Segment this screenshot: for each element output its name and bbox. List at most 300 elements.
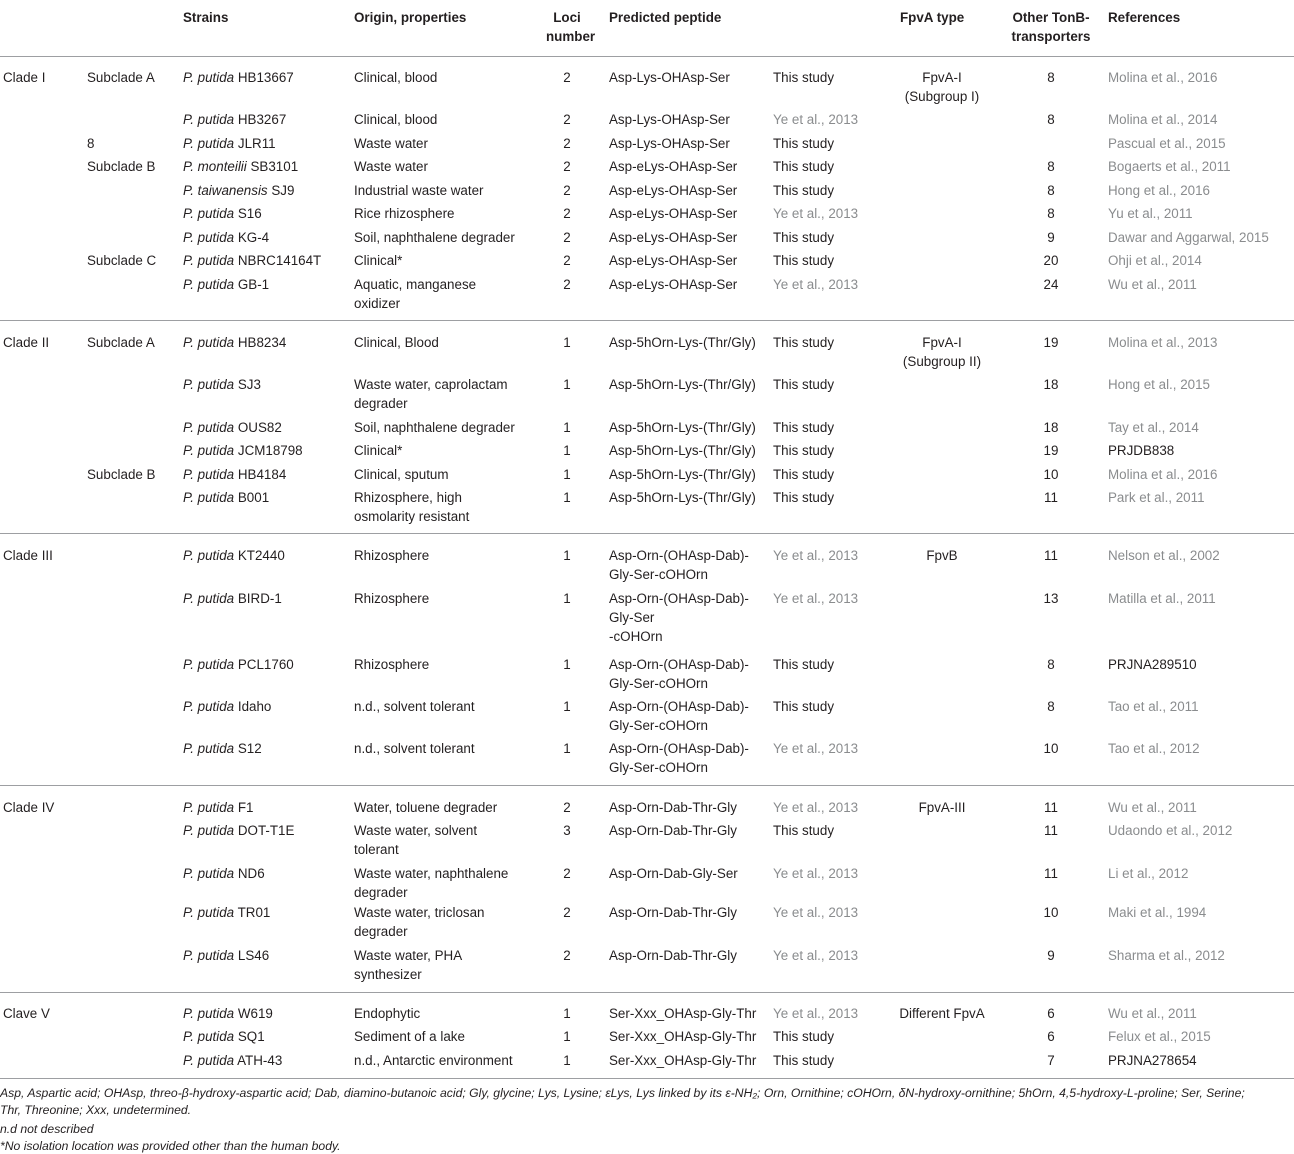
peptide-line: Asp-eLys-OHAsp-Ser [609,253,738,268]
strain-name [183,418,282,437]
peptide-source: This study [773,335,835,350]
fpva-line: (Subgroup II) [902,354,982,369]
strain-genus: P. putida [183,377,235,392]
header-peptide: Predicted peptide [609,10,722,25]
origin-properties [354,488,469,526]
origin-line: Rhizosphere [354,548,430,563]
origin-line: tolerant [354,842,399,857]
fpva-type [890,1004,994,1023]
strain-name [183,1027,265,1046]
peptide-line: Asp-Orn-(OHAsp-Dab)- [609,699,749,714]
fpva-type [890,68,994,106]
reference: Li et al., 2012 [1108,866,1189,881]
predicted-peptide [609,275,737,294]
reference: Park et al., 2011 [1108,490,1205,505]
strain-genus: P. putida [183,490,235,505]
header-tonb-line1: Other TonB- [1012,10,1090,25]
strain-id: HB4184 [237,467,287,482]
strain-genus: P. putida [183,1053,235,1068]
peptide-source: Ye et al., 2013 [773,277,859,292]
loci-number: 1 [563,443,571,458]
strain-id: PCL1760 [237,657,294,672]
loci-number: 1 [563,467,571,482]
origin-line: Clinical* [354,443,403,458]
tonb-count: 6 [1047,1029,1055,1044]
tonb-count: 6 [1047,1006,1055,1021]
loci-number: 2 [563,866,571,881]
strain-genus: P. putida [183,800,235,815]
strain-genus: P. putida [183,866,235,881]
origin-properties [354,134,428,153]
tonb-count: 11 [1044,800,1058,815]
reference: Yu et al., 2011 [1108,206,1193,221]
tonb-count: 18 [1043,377,1059,392]
clade-label: Clave V [3,1006,50,1021]
strain-name [183,181,294,200]
reference: Sharma et al., 2012 [1108,948,1225,963]
tonb-count: 10 [1043,905,1059,920]
peptide-source: This study [773,657,835,672]
strain-genus: P. putida [183,420,235,435]
strain-name [183,228,269,247]
reference: PRJDB838 [1108,443,1175,458]
peptide-source: This study [773,377,835,392]
peptide-source: Ye et al., 2013 [773,741,859,756]
subclade-label: 8 [87,136,95,151]
tonb-count: 10 [1043,467,1059,482]
peptide-line: Asp-eLys-OHAsp-Ser [609,159,738,174]
origin-line: Aquatic, manganese [354,277,477,292]
peptide-line: Asp-eLys-OHAsp-Ser [609,206,738,221]
origin-properties [354,1004,420,1023]
predicted-peptide [609,1027,756,1046]
peptide-source: This study [773,1029,835,1044]
predicted-peptide [609,375,756,394]
peptide-line: Asp-Orn-Dab-Thr-Gly [609,948,737,963]
tonb-count: 8 [1047,183,1055,198]
strain-id: LS46 [237,948,270,963]
strain-id: W619 [237,1006,273,1021]
origin-line: Water, toluene degrader [354,800,498,815]
origin-line: Sediment of a lake [354,1029,465,1044]
strain-genus: P. putida [183,1006,235,1021]
strain-name [183,946,269,965]
strain-id: KG-4 [237,230,270,245]
loci-number: 2 [563,905,571,920]
loci-number: 2 [563,112,571,127]
subclade-label: Subclade C [87,253,157,268]
origin-properties [354,251,402,270]
predicted-peptide [609,333,756,352]
subclade-label: Subclade A [87,70,155,85]
fpva-type [890,798,994,817]
fpva-type [890,333,994,371]
peptide-line: Asp-Orn-(OHAsp-Dab)- [609,741,749,756]
header-origin: Origin, properties [354,10,467,25]
tonb-count: 11 [1044,490,1058,505]
origin-properties [354,157,428,176]
predicted-peptide [609,465,756,484]
strain-name [183,864,265,883]
strain-id: HB3267 [237,112,287,127]
peptide-line: Asp-5hOrn-Lys-(Thr/Gly) [609,490,756,505]
origin-properties [354,697,475,716]
peptide-source: This study [773,490,835,505]
strain-genus: P. putida [183,591,235,606]
subclade-label: Subclade A [87,335,155,350]
peptide-source: This study [773,1053,835,1068]
predicted-peptide [609,157,737,176]
peptide-source: This study [773,420,835,435]
strain-genus: P. putida [183,136,235,151]
origin-line: degrader [354,885,408,900]
strain-genus: P. putida [183,70,235,85]
strain-id: SJ3 [237,377,261,392]
peptide-source: This study [773,159,835,174]
peptide-line: Gly-Ser-cOHOrn [609,676,708,691]
peptide-source: This study [773,230,835,245]
peptide-line: Asp-5hOrn-Lys-(Thr/Gly) [609,335,756,350]
strain-id: HB8234 [237,335,287,350]
origin-line: Rice rhizosphere [354,206,455,221]
tonb-count: 10 [1043,741,1059,756]
origin-line: Waste water, triclosan [354,905,485,920]
origin-line: Rhizosphere, high [354,490,462,505]
origin-line: Waste water, PHA [354,948,463,963]
peptide-source: This study [773,699,835,714]
strain-genus: P. putida [183,230,235,245]
predicted-peptide [609,546,749,584]
reference: Molina et al., 2013 [1108,335,1218,350]
loci-number: 2 [563,183,571,198]
strain-id: HB13667 [237,70,294,85]
loci-number: 2 [563,277,571,292]
origin-properties [354,739,475,758]
header-tonb-line2: transporters [1011,29,1091,44]
origin-line: osmolarity resistant [354,509,470,524]
peptide-line: Asp-eLys-OHAsp-Ser [609,230,738,245]
strain-genus: P. monteilii [183,159,247,174]
tonb-count: 11 [1044,866,1058,881]
peptide-line: Gly-Ser-cOHOrn [609,718,708,733]
header-references: References [1108,10,1181,25]
origin-properties [354,68,437,87]
strain-id: ATH-43 [237,1053,283,1068]
strain-id: DOT-T1E [237,823,295,838]
origin-properties [354,204,454,223]
peptide-line: Asp-Lys-OHAsp-Ser [609,70,730,85]
strain-genus: P. putida [183,548,235,563]
peptide-line: Asp-5hOrn-Lys-(Thr/Gly) [609,443,756,458]
reference: Tao et al., 2011 [1108,699,1199,714]
loci-number: 2 [563,948,571,963]
peptide-line: Ser-Xxx_OHAsp-Gly-Thr [609,1053,757,1068]
predicted-peptide [609,181,737,200]
peptide-line: Ser-Xxx_OHAsp-Gly-Thr [609,1029,757,1044]
tonb-count: 24 [1043,277,1059,292]
strain-id: GB-1 [237,277,270,292]
strain-genus: P. putida [183,823,235,838]
strain-name [183,204,262,223]
predicted-peptide [609,798,737,817]
predicted-peptide [609,251,737,270]
origin-properties [354,1051,513,1070]
strain-id: NBRC14164T [237,253,322,268]
fpva-line: FpvA-I [922,335,962,350]
predicted-peptide [609,864,738,883]
reference: Matilla et al., 2011 [1108,591,1216,606]
clade-label: Clade III [3,548,53,563]
loci-number: 1 [563,1053,571,1068]
origin-properties [354,821,477,859]
clade-divider [0,533,1294,534]
origin-line: Rhizosphere [354,591,430,606]
predicted-peptide [609,655,749,693]
origin-line: Endophytic [354,1006,421,1021]
origin-line: Soil, naphthalene degrader [354,230,515,245]
origin-line: Soil, naphthalene degrader [354,420,515,435]
fpva-line: FpvA-I [922,70,962,85]
strain-id: S16 [237,206,262,221]
predicted-peptide [609,441,756,460]
origin-properties [354,546,429,565]
strain-id: JCM18798 [237,443,303,458]
reference: Wu et al., 2011 [1108,277,1197,292]
origin-line: Waste water [354,159,428,174]
tonb-count: 13 [1043,591,1059,606]
peptide-line: Asp-eLys-OHAsp-Ser [609,277,738,292]
origin-properties [354,589,429,608]
tonb-count: 19 [1043,443,1059,458]
origin-line: n.d., Antarctic environment [354,1053,513,1068]
strain-name [183,68,294,87]
origin-properties [354,655,429,674]
peptide-source: This study [773,70,835,85]
origin-line: Clinical, blood [354,112,438,127]
origin-line: n.d., solvent tolerant [354,741,475,756]
origin-properties [354,798,497,817]
subclade-label: Subclade B [87,159,156,174]
origin-properties [354,375,508,413]
peptide-line: -cOHOrn [609,629,663,644]
strain-genus: P. putida [183,277,235,292]
origin-properties [354,228,515,247]
origin-line: degrader [354,396,408,411]
predicted-peptide [609,488,756,507]
origin-line: Rhizosphere [354,657,430,672]
tonb-count: 9 [1047,948,1055,963]
reference: PRJNA289510 [1108,657,1197,672]
predicted-peptide [609,697,749,735]
strain-name [183,821,294,840]
table-bottom-rule [0,1078,1294,1079]
clade-label: Clade I [3,70,46,85]
strain-id: JLR11 [237,136,276,151]
peptide-source: This study [773,183,835,198]
strain-name [183,1051,282,1070]
fpva-line: FpvB [926,548,958,563]
strain-name [183,275,269,294]
origin-properties [354,1027,465,1046]
loci-number: 1 [563,657,571,672]
origin-line: Clinical, blood [354,70,438,85]
predicted-peptide [609,946,737,965]
peptide-line: Gly-Ser [609,610,655,625]
strain-name [183,251,321,270]
strain-genus: P. putida [183,699,235,714]
tonb-count: 11 [1044,823,1058,838]
footnote-asterisk: *No isolation location was provided other than the human body. [0,1139,341,1153]
peptide-line: Ser-Xxx_OHAsp-Gly-Thr [609,1006,757,1021]
loci-number: 2 [563,206,571,221]
footnote-nd: n.d not described [0,1122,94,1136]
strain-genus: P. taiwanensis [183,183,268,198]
origin-line: Clinical, sputum [354,467,449,482]
predicted-peptide [609,228,737,247]
footnote-abbreviations-cont: Thr, Threonine; Xxx, undetermined. [0,1103,192,1117]
loci-number: 1 [563,548,571,563]
tonb-count: 18 [1043,420,1059,435]
tonb-count: 11 [1044,548,1058,563]
peptide-line: Asp-Lys-OHAsp-Ser [609,112,730,127]
strain-genus: P. putida [183,1029,235,1044]
strain-name [183,697,271,716]
origin-properties [354,181,484,200]
reference: Udaondo et al., 2012 [1108,823,1233,838]
peptide-line: Gly-Ser-cOHOrn [609,567,708,582]
fpva-line: FpvA-III [918,800,966,815]
peptide-source: Ye et al., 2013 [773,800,859,815]
strain-name [183,589,282,608]
strain-name [183,739,262,758]
fpva-line: Different FpvA [899,1006,985,1021]
strain-id: TR01 [237,905,271,920]
predicted-peptide [609,110,730,129]
loci-number: 1 [563,335,571,350]
strain-id: F1 [237,800,254,815]
predicted-peptide [609,589,749,646]
tonb-count: 8 [1047,112,1055,127]
peptide-line: Asp-Lys-OHAsp-Ser [609,136,730,151]
loci-number: 2 [563,253,571,268]
header-strains: Strains [183,10,229,25]
peptide-source: Ye et al., 2013 [773,866,859,881]
peptide-line: Asp-5hOrn-Lys-(Thr/Gly) [609,467,756,482]
loci-number: 2 [563,159,571,174]
strain-name [183,546,285,565]
predicted-peptide [609,739,749,777]
tonb-count: 9 [1047,230,1055,245]
strain-genus: P. putida [183,253,235,268]
loci-number: 1 [563,699,571,714]
predicted-peptide [609,903,737,922]
origin-properties [354,441,402,460]
reference: Wu et al., 2011 [1108,1006,1197,1021]
strain-name [183,798,254,817]
peptide-line: Asp-Orn-(OHAsp-Dab)- [609,591,749,606]
peptide-source: This study [773,136,835,151]
reference: Ohji et al., 2014 [1108,253,1202,268]
strain-genus: P. putida [183,335,235,350]
strain-name [183,655,294,674]
reference: Molina et al., 2014 [1108,112,1218,127]
reference: Molina et al., 2016 [1108,70,1218,85]
tonb-count: 8 [1047,699,1055,714]
strain-genus: P. putida [183,741,235,756]
subclade-label: Subclade B [87,467,156,482]
peptide-source: This study [773,443,835,458]
tonb-count: 8 [1047,159,1055,174]
strain-name [183,134,276,153]
peptide-source: Ye et al., 2013 [773,548,859,563]
loci-number: 1 [563,377,571,392]
reference: Wu et al., 2011 [1108,800,1197,815]
fpva-type [890,546,994,565]
origin-line: Waste water, caprolactam [354,377,508,392]
reference: Nelson et al., 2002 [1108,548,1220,563]
peptide-line: Asp-Orn-Dab-Thr-Gly [609,905,737,920]
strain-genus: P. putida [183,112,235,127]
origin-properties [354,333,439,352]
peptide-source: This study [773,467,835,482]
reference: Pascual et al., 2015 [1108,136,1226,151]
strain-name [183,441,303,460]
loci-number: 2 [563,70,571,85]
reference: Dawar and Aggarwal, 2015 [1108,230,1269,245]
reference: Tay et al., 2014 [1108,420,1199,435]
tonb-count: 8 [1047,657,1055,672]
header-tonb [1007,8,1095,46]
clade-label: Clade IV [3,800,55,815]
strain-name [183,488,269,507]
origin-line: n.d., solvent tolerant [354,699,475,714]
clade-divider [0,992,1294,993]
predicted-peptide [609,68,730,87]
predicted-peptide [609,134,730,153]
origin-properties [354,864,508,902]
reference: Molina et al., 2016 [1108,467,1218,482]
loci-number: 3 [563,823,571,838]
loci-number: 1 [563,591,571,606]
loci-number: 2 [563,230,571,245]
predicted-peptide [609,1004,756,1023]
loci-number: 1 [563,1029,571,1044]
origin-properties [354,110,437,129]
peptide-line: Asp-5hOrn-Lys-(Thr/Gly) [609,420,756,435]
peptide-source: Ye et al., 2013 [773,1006,859,1021]
strain-id: KT2440 [237,548,285,563]
peptide-line: Asp-5hOrn-Lys-(Thr/Gly) [609,377,756,392]
header-loci [546,8,596,46]
loci-number: 2 [563,800,571,815]
loci-number: 2 [563,136,571,151]
strain-name [183,1004,273,1023]
peptide-source: Ye et al., 2013 [773,948,859,963]
origin-properties [354,903,484,941]
strain-name [183,333,286,352]
origin-line: Waste water, solvent [354,823,478,838]
origin-line: oxidizer [354,296,401,311]
predicted-peptide [609,821,737,840]
reference: Felux et al., 2015 [1108,1029,1211,1044]
strain-id: B001 [237,490,270,505]
loci-number: 1 [563,1006,571,1021]
origin-line: synthesizer [354,967,422,982]
strain-id: ND6 [237,866,265,881]
strain-name [183,375,261,394]
loci-number: 1 [563,741,571,756]
reference: Bogaerts et al., 2011 [1108,159,1231,174]
